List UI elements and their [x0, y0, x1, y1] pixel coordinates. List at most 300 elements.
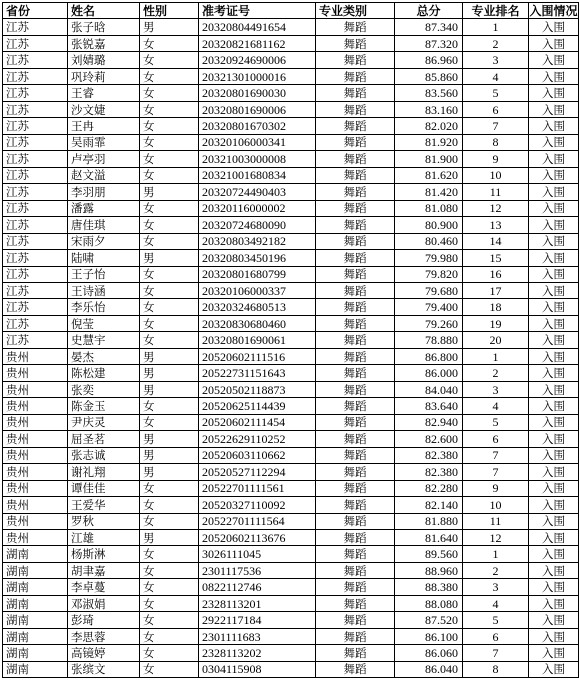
cell-status: 入围: [529, 184, 579, 200]
cell-score: 81.920: [395, 134, 463, 150]
cell-name: 高镜婷: [68, 645, 140, 661]
cell-province: 贵州: [3, 497, 68, 513]
cell-status: 入围: [529, 282, 579, 298]
cell-exam-id: 2922117184: [199, 612, 316, 628]
cell-rank: 13: [463, 217, 529, 233]
cell-status: 入围: [529, 19, 579, 35]
cell-status: 入围: [529, 497, 579, 513]
cell-name: 史慧宇: [68, 332, 140, 348]
cell-rank: 2: [463, 562, 529, 578]
cell-rank: 12: [463, 200, 529, 216]
cell-rank: 4: [463, 398, 529, 414]
cell-score: 86.800: [395, 348, 463, 364]
cell-gender: 女: [140, 414, 199, 430]
cell-status: 入围: [529, 595, 579, 611]
cell-province: 贵州: [3, 365, 68, 381]
cell-exam-id: 20520602111454: [199, 414, 316, 430]
cell-rank: 8: [463, 134, 529, 150]
cell-major: 舞蹈: [316, 431, 395, 447]
table-row: [3, 52, 579, 68]
cell-status: 入围: [529, 447, 579, 463]
cell-major: 舞蹈: [316, 19, 395, 35]
cell-rank: 19: [463, 315, 529, 331]
cell-score: 82.380: [395, 464, 463, 480]
cell-name: 屈圣茗: [68, 431, 140, 447]
cell-major: 舞蹈: [316, 35, 395, 51]
cell-status: 入围: [529, 546, 579, 562]
cell-rank: 1: [463, 546, 529, 562]
cell-score: 88.080: [395, 595, 463, 611]
table-row: [3, 365, 579, 381]
cell-rank: 8: [463, 661, 529, 677]
cell-score: 81.080: [395, 200, 463, 216]
table-row: [3, 19, 579, 35]
cell-name: 谢礼翔: [68, 464, 140, 480]
cell-major: 舞蹈: [316, 612, 395, 628]
cell-name: 赵文溢: [68, 167, 140, 183]
cell-major: 舞蹈: [316, 184, 395, 200]
cell-gender: 女: [140, 200, 199, 216]
table-row: [3, 513, 579, 529]
cell-score: 82.940: [395, 414, 463, 430]
header-score: 总分: [395, 3, 463, 19]
cell-province: 湖南: [3, 595, 68, 611]
cell-status: 入围: [529, 250, 579, 266]
cell-score: 79.260: [395, 315, 463, 331]
cell-major: 舞蹈: [316, 200, 395, 216]
cell-major: 舞蹈: [316, 464, 395, 480]
cell-score: 81.420: [395, 184, 463, 200]
cell-major: 舞蹈: [316, 250, 395, 266]
cell-province: 贵州: [3, 348, 68, 364]
cell-major: 舞蹈: [316, 381, 395, 397]
cell-exam-id: 20520502118873: [199, 381, 316, 397]
cell-province: 湖南: [3, 645, 68, 661]
cell-major: 舞蹈: [316, 661, 395, 677]
cell-gender: 男: [140, 19, 199, 35]
cell-rank: 6: [463, 431, 529, 447]
cell-rank: 2: [463, 35, 529, 51]
cell-score: 83.640: [395, 398, 463, 414]
table-header-row: [3, 3, 579, 19]
cell-gender: 女: [140, 151, 199, 167]
cell-gender: 女: [140, 315, 199, 331]
cell-score: 82.020: [395, 118, 463, 134]
cell-name: 晏杰: [68, 348, 140, 364]
cell-exam-id: 20522701111564: [199, 513, 316, 529]
table-body: [3, 19, 579, 678]
cell-name: 罗秋: [68, 513, 140, 529]
cell-status: 入围: [529, 661, 579, 677]
cell-province: 贵州: [3, 513, 68, 529]
cell-province: 江苏: [3, 250, 68, 266]
cell-name: 张缤文: [68, 661, 140, 677]
cell-gender: 女: [140, 332, 199, 348]
table-row: [3, 348, 579, 364]
cell-gender: 男: [140, 530, 199, 546]
table-row: [3, 266, 579, 282]
cell-province: 湖南: [3, 562, 68, 578]
table-row: [3, 628, 579, 644]
cell-province: 江苏: [3, 233, 68, 249]
cell-score: 82.140: [395, 497, 463, 513]
cell-exam-id: 20520602113676: [199, 530, 316, 546]
cell-province: 湖南: [3, 579, 68, 595]
cell-gender: 女: [140, 513, 199, 529]
cell-score: 79.980: [395, 250, 463, 266]
cell-exam-id: 20321301000016: [199, 68, 316, 84]
table-row: [3, 85, 579, 101]
cell-province: 江苏: [3, 315, 68, 331]
cell-rank: 12: [463, 530, 529, 546]
cell-rank: 7: [463, 645, 529, 661]
table-row: [3, 151, 579, 167]
cell-gender: 女: [140, 661, 199, 677]
cell-province: 江苏: [3, 200, 68, 216]
cell-major: 舞蹈: [316, 447, 395, 463]
cell-rank: 14: [463, 233, 529, 249]
cell-score: 79.680: [395, 282, 463, 298]
table-row: [3, 661, 579, 677]
cell-exam-id: 20320801680799: [199, 266, 316, 282]
cell-score: 81.880: [395, 513, 463, 529]
cell-gender: 女: [140, 101, 199, 117]
cell-exam-id: 20320801670302: [199, 118, 316, 134]
cell-gender: 女: [140, 52, 199, 68]
cell-name: 谭佳佳: [68, 480, 140, 496]
cell-name: 潘露: [68, 200, 140, 216]
cell-major: 舞蹈: [316, 282, 395, 298]
cell-exam-id: 20320724490403: [199, 184, 316, 200]
cell-rank: 5: [463, 85, 529, 101]
cell-status: 入围: [529, 68, 579, 84]
cell-name: 巩玲莉: [68, 68, 140, 84]
cell-province: 贵州: [3, 431, 68, 447]
cell-status: 入围: [529, 579, 579, 595]
cell-exam-id: 0304115908: [199, 661, 316, 677]
cell-name: 李思蓉: [68, 628, 140, 644]
cell-gender: 女: [140, 266, 199, 282]
cell-exam-id: 20320924690006: [199, 52, 316, 68]
cell-province: 贵州: [3, 464, 68, 480]
cell-province: 江苏: [3, 101, 68, 117]
cell-score: 87.340: [395, 19, 463, 35]
cell-name: 李乐怡: [68, 299, 140, 315]
cell-rank: 2: [463, 365, 529, 381]
cell-major: 舞蹈: [316, 546, 395, 562]
cell-score: 88.380: [395, 579, 463, 595]
cell-score: 79.820: [395, 266, 463, 282]
table-row: [3, 398, 579, 414]
cell-score: 86.040: [395, 661, 463, 677]
cell-province: 湖南: [3, 628, 68, 644]
table-row: [3, 645, 579, 661]
cell-score: 79.400: [395, 299, 463, 315]
cell-status: 入围: [529, 134, 579, 150]
cell-major: 舞蹈: [316, 332, 395, 348]
cell-name: 倪莹: [68, 315, 140, 331]
cell-name: 杨斯淋: [68, 546, 140, 562]
cell-status: 入围: [529, 315, 579, 331]
table-row: [3, 546, 579, 562]
cell-gender: 女: [140, 645, 199, 661]
cell-major: 舞蹈: [316, 579, 395, 595]
cell-score: 84.040: [395, 381, 463, 397]
cell-exam-id: 20320830680460: [199, 315, 316, 331]
cell-gender: 男: [140, 447, 199, 463]
cell-exam-id: 20320804491654: [199, 19, 316, 35]
cell-status: 入围: [529, 381, 579, 397]
table-row: [3, 530, 579, 546]
cell-exam-id: 20522701111561: [199, 480, 316, 496]
cell-status: 入围: [529, 217, 579, 233]
cell-rank: 11: [463, 513, 529, 529]
cell-province: 贵州: [3, 398, 68, 414]
cell-name: 宋雨夕: [68, 233, 140, 249]
cell-name: 刘婧璐: [68, 52, 140, 68]
cell-exam-id: 20320803450196: [199, 250, 316, 266]
cell-province: 江苏: [3, 118, 68, 134]
cell-gender: 男: [140, 365, 199, 381]
cell-name: 沙文婕: [68, 101, 140, 117]
cell-province: 江苏: [3, 134, 68, 150]
cell-major: 舞蹈: [316, 217, 395, 233]
cell-gender: 女: [140, 35, 199, 51]
table-row: [3, 101, 579, 117]
cell-gender: 男: [140, 348, 199, 364]
cell-rank: 4: [463, 595, 529, 611]
cell-gender: 女: [140, 85, 199, 101]
table-row: [3, 612, 579, 628]
cell-score: 88.960: [395, 562, 463, 578]
table-row: [3, 431, 579, 447]
table-row: [3, 414, 579, 430]
header-gender: 性别: [140, 3, 199, 19]
cell-status: 入围: [529, 233, 579, 249]
cell-status: 入围: [529, 612, 579, 628]
cell-score: 80.460: [395, 233, 463, 249]
cell-exam-id: 2328113201: [199, 595, 316, 611]
cell-rank: 20: [463, 332, 529, 348]
cell-major: 舞蹈: [316, 134, 395, 150]
cell-score: 80.900: [395, 217, 463, 233]
cell-rank: 4: [463, 68, 529, 84]
cell-gender: 女: [140, 282, 199, 298]
cell-major: 舞蹈: [316, 480, 395, 496]
table-row: [3, 447, 579, 463]
cell-province: 江苏: [3, 266, 68, 282]
cell-rank: 16: [463, 266, 529, 282]
cell-name: 邓淑娟: [68, 595, 140, 611]
table-row: [3, 562, 579, 578]
cell-name: 张奕: [68, 381, 140, 397]
cell-rank: 1: [463, 19, 529, 35]
header-rank: 专业排名: [463, 3, 529, 19]
admission-results-table: [2, 2, 579, 678]
cell-exam-id: 20320801690006: [199, 101, 316, 117]
cell-gender: 女: [140, 480, 199, 496]
cell-exam-id: 20320116000002: [199, 200, 316, 216]
cell-rank: 6: [463, 628, 529, 644]
cell-name: 陆啸: [68, 250, 140, 266]
cell-exam-id: 20320801690030: [199, 85, 316, 101]
cell-status: 入围: [529, 562, 579, 578]
cell-gender: 女: [140, 562, 199, 578]
cell-major: 舞蹈: [316, 85, 395, 101]
cell-status: 入围: [529, 85, 579, 101]
cell-name: 张志诚: [68, 447, 140, 463]
cell-gender: 男: [140, 464, 199, 480]
cell-gender: 男: [140, 431, 199, 447]
table-row: [3, 68, 579, 84]
cell-name: 王冉: [68, 118, 140, 134]
cell-province: 江苏: [3, 217, 68, 233]
cell-name: 张锐嘉: [68, 35, 140, 51]
cell-province: 江苏: [3, 68, 68, 84]
cell-gender: 女: [140, 299, 199, 315]
cell-name: 王爱华: [68, 497, 140, 513]
cell-gender: 女: [140, 497, 199, 513]
cell-gender: 女: [140, 217, 199, 233]
cell-major: 舞蹈: [316, 167, 395, 183]
cell-status: 入围: [529, 52, 579, 68]
table-row: [3, 184, 579, 200]
cell-rank: 6: [463, 101, 529, 117]
table-row: [3, 299, 579, 315]
cell-exam-id: 20321001680834: [199, 167, 316, 183]
cell-major: 舞蹈: [316, 68, 395, 84]
cell-name: 彭琦: [68, 612, 140, 628]
table-row: [3, 480, 579, 496]
cell-exam-id: 2301111683: [199, 628, 316, 644]
cell-province: 贵州: [3, 381, 68, 397]
cell-score: 81.900: [395, 151, 463, 167]
cell-exam-id: 20520603110662: [199, 447, 316, 463]
cell-province: 贵州: [3, 480, 68, 496]
cell-score: 89.560: [395, 546, 463, 562]
cell-major: 舞蹈: [316, 628, 395, 644]
cell-rank: 3: [463, 381, 529, 397]
cell-rank: 1: [463, 348, 529, 364]
cell-status: 入围: [529, 348, 579, 364]
cell-major: 舞蹈: [316, 266, 395, 282]
cell-major: 舞蹈: [316, 497, 395, 513]
cell-name: 卢亭羽: [68, 151, 140, 167]
cell-status: 入围: [529, 332, 579, 348]
cell-score: 81.620: [395, 167, 463, 183]
table-row: [3, 464, 579, 480]
cell-name: 王睿: [68, 85, 140, 101]
cell-major: 舞蹈: [316, 414, 395, 430]
cell-exam-id: 3026111045: [199, 546, 316, 562]
cell-exam-id: 20320821681162: [199, 35, 316, 51]
cell-status: 入围: [529, 266, 579, 282]
cell-province: 贵州: [3, 414, 68, 430]
cell-province: 湖南: [3, 612, 68, 628]
header-name: 姓名: [68, 3, 140, 19]
cell-province: 贵州: [3, 530, 68, 546]
cell-gender: 女: [140, 233, 199, 249]
cell-exam-id: 20520602111516: [199, 348, 316, 364]
cell-score: 83.560: [395, 85, 463, 101]
table-row: [3, 250, 579, 266]
cell-name: 王子怡: [68, 266, 140, 282]
cell-major: 舞蹈: [316, 562, 395, 578]
cell-major: 舞蹈: [316, 348, 395, 364]
table-row: [3, 118, 579, 134]
table-row: [3, 200, 579, 216]
table-row: [3, 595, 579, 611]
cell-rank: 3: [463, 52, 529, 68]
cell-province: 江苏: [3, 52, 68, 68]
cell-gender: 女: [140, 398, 199, 414]
cell-name: 陈金玉: [68, 398, 140, 414]
cell-gender: 女: [140, 68, 199, 84]
cell-exam-id: 20520527112294: [199, 464, 316, 480]
cell-score: 86.000: [395, 365, 463, 381]
cell-rank: 9: [463, 151, 529, 167]
cell-exam-id: 2328113202: [199, 645, 316, 661]
table-row: [3, 134, 579, 150]
cell-exam-id: 20520625114439: [199, 398, 316, 414]
cell-gender: 男: [140, 250, 199, 266]
cell-status: 入围: [529, 645, 579, 661]
cell-gender: 女: [140, 134, 199, 150]
cell-score: 81.640: [395, 530, 463, 546]
header-exam-id: 准考证号: [199, 3, 316, 19]
cell-exam-id: 20320801690061: [199, 332, 316, 348]
cell-rank: 18: [463, 299, 529, 315]
cell-score: 82.280: [395, 480, 463, 496]
cell-exam-id: 20522629110252: [199, 431, 316, 447]
cell-gender: 女: [140, 167, 199, 183]
cell-province: 江苏: [3, 332, 68, 348]
cell-rank: 3: [463, 579, 529, 595]
cell-major: 舞蹈: [316, 118, 395, 134]
table-row: [3, 167, 579, 183]
cell-status: 入围: [529, 414, 579, 430]
table-row: [3, 497, 579, 513]
cell-exam-id: 20320324680513: [199, 299, 316, 315]
cell-province: 江苏: [3, 35, 68, 51]
cell-province: 湖南: [3, 546, 68, 562]
cell-exam-id: 20520327110092: [199, 497, 316, 513]
cell-rank: 5: [463, 612, 529, 628]
cell-major: 舞蹈: [316, 101, 395, 117]
cell-gender: 女: [140, 612, 199, 628]
table-row: [3, 315, 579, 331]
cell-rank: 5: [463, 414, 529, 430]
cell-rank: 17: [463, 282, 529, 298]
cell-gender: 女: [140, 628, 199, 644]
cell-status: 入围: [529, 299, 579, 315]
cell-province: 江苏: [3, 151, 68, 167]
cell-exam-id: 20321003000008: [199, 151, 316, 167]
cell-province: 贵州: [3, 447, 68, 463]
cell-status: 入围: [529, 167, 579, 183]
cell-exam-id: 20320106000337: [199, 282, 316, 298]
cell-score: 87.320: [395, 35, 463, 51]
cell-score: 85.860: [395, 68, 463, 84]
cell-major: 舞蹈: [316, 233, 395, 249]
cell-gender: 女: [140, 118, 199, 134]
cell-rank: 10: [463, 497, 529, 513]
cell-name: 李卓蔓: [68, 579, 140, 595]
cell-status: 入围: [529, 151, 579, 167]
cell-status: 入围: [529, 464, 579, 480]
cell-major: 舞蹈: [316, 52, 395, 68]
cell-name: 王诗涵: [68, 282, 140, 298]
